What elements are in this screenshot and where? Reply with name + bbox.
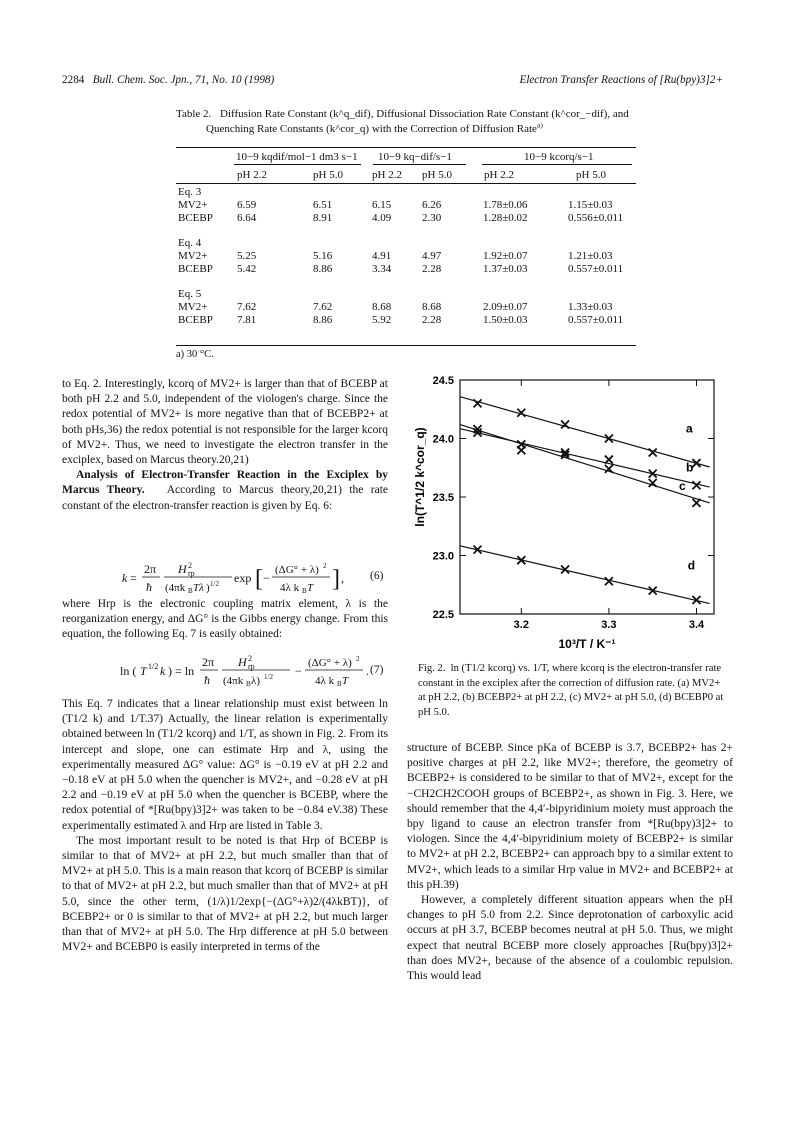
group-rule-1 — [234, 164, 361, 165]
group-rule-2 — [373, 164, 466, 165]
table-cell: 5.25 — [237, 250, 257, 262]
left-column — [62, 377, 388, 514]
table-cell: 5.16 — [313, 250, 333, 262]
svg-text:): ) — [206, 582, 210, 594]
ph-header: pH 2.2 — [237, 169, 267, 181]
equation-7-svg — [120, 651, 380, 695]
svg-text:ln (: ln ( — [120, 664, 137, 678]
y-tick-label: 24.5 — [432, 375, 454, 387]
table-group-label: Eq. 5 — [178, 288, 202, 301]
right-column — [407, 741, 733, 984]
row-label: MV2+ — [178, 301, 208, 314]
x-tick-label: 3.3 — [601, 619, 617, 631]
table-header-rule — [176, 183, 636, 184]
table-cell: 2.28 — [422, 314, 442, 326]
figure-2 — [408, 360, 730, 655]
y-tick-label: 24.0 — [432, 433, 454, 446]
svg-text:k: k — [122, 571, 128, 585]
svg-text:ħ: ħ — [146, 580, 152, 594]
svg-text:1/2: 1/2 — [210, 580, 219, 588]
equation-6-number: (6) — [370, 570, 384, 582]
table-row — [176, 250, 636, 263]
table-cell: 1.28±0.02 — [483, 211, 528, 224]
table-cell: 6.59 — [237, 198, 257, 211]
svg-text:2π: 2π — [144, 562, 157, 576]
data-point-a — [605, 435, 613, 443]
table-row — [176, 212, 636, 225]
paragraph: However, a completely different situation appears when the pH changes to pH 5.0 from 2.2. Since deprotonation of carboxylic acid occurs at pH 3.7, BCEBP becomes neutral at pH 5.0. Thus, we might expect that neutral BCEBP more closely approaches [Ru(bpy)3]2+ than does MV2+, because of the absence of a coulombic repulsion. This would lead — [407, 894, 733, 983]
equation-6-svg — [120, 558, 390, 602]
svg-text:T: T — [342, 675, 349, 687]
table-cell: 0.557±0.011 — [568, 314, 624, 326]
table-row — [176, 199, 636, 212]
table-cell: 8.86 — [313, 314, 333, 326]
equation-6 — [120, 558, 390, 598]
table-cell: 8.68 — [372, 301, 392, 314]
y-tick-label: 23.5 — [432, 492, 454, 504]
table-cell: 1.92±0.07 — [483, 250, 528, 262]
svg-text:(ΔG° + λ): (ΔG° + λ) — [308, 657, 352, 669]
table-cell: 1.78±0.06 — [483, 198, 528, 211]
table-cell: 2.28 — [422, 262, 442, 275]
fit-line-c — [460, 425, 710, 503]
table-group-label: Eq. 4 — [178, 237, 202, 250]
svg-text:(ΔG° + λ): (ΔG° + λ) — [275, 564, 319, 576]
series-label-b: b — [685, 460, 694, 475]
svg-text:H: H — [178, 562, 187, 576]
svg-text:1/2: 1/2 — [148, 662, 159, 671]
table-cell: 1.33±0.03 — [568, 301, 613, 314]
group-header-dif: 10−9 kqdif/mol−1 dm3 s−1 — [236, 151, 358, 163]
y-axis-label: ln(T^1/2 k^cor_q) — [413, 427, 427, 527]
table-footnote: a) 30 °C. — [176, 349, 214, 360]
section-heading: Analysis of Electron-Transfer Reaction in the Exciplex by Marcus Theory. — [62, 469, 388, 497]
left-column-cont — [62, 597, 388, 643]
paragraph: The most important result to be noted is that Hrp of BCEBP is similar to that of MV2+ at pH 2.2, but much smaller than that of MV2+ at pH 5.0. This is a main reason that kcorq of BCEBP is similar to that of MV2+ at pH 2.2, but much smaller than that of MV2+ at pH 5.0, since the other term, (1/λ)1/2exp{−(ΔG°+λ)2/(4λkBT)}, of BCEBP2+ or 0 is similar to that of MV2+ at pH 2.2, but much larger than that of MV2+ at pH 5.0. The Hrp difference at pH 5.0 between MV2+ and BCEBP0 is easily interpreted in terms of the — [62, 834, 388, 954]
data-point-a — [649, 449, 657, 457]
table-cell: 1.50±0.03 — [483, 314, 528, 326]
running-head-left — [62, 74, 274, 86]
row-label: BCEBP — [178, 314, 213, 326]
table-cell: 0.557±0.011 — [568, 262, 624, 275]
table-bottom-rule — [176, 345, 636, 346]
svg-text:T: T — [140, 664, 147, 678]
table-cell: 1.15±0.03 — [568, 198, 613, 211]
svg-text:B: B — [188, 587, 193, 595]
equation-7 — [120, 651, 380, 691]
svg-text:−: − — [295, 664, 302, 678]
svg-text:H: H — [238, 655, 247, 669]
ph-header: pH 2.2 — [484, 169, 514, 181]
ph-header: pH 2.2 — [372, 169, 402, 181]
data-point-c — [692, 499, 700, 507]
svg-text:exp: exp — [234, 571, 252, 585]
table-caption-line1: Diffusion Rate Constant (k^q_dif), Diffusional Dissociation Rate Constant (k^cor_−dif), and — [220, 108, 629, 120]
svg-text:) = ln: ) = ln — [168, 664, 195, 678]
data-point-a — [561, 420, 569, 428]
table-cell: 7.62 — [313, 301, 333, 314]
svg-text:.: . — [366, 664, 369, 678]
table-cell: 4.91 — [372, 250, 392, 262]
fit-line-b — [460, 429, 710, 487]
figure-2-chart — [408, 360, 730, 655]
svg-text:2π: 2π — [202, 655, 215, 669]
svg-text:(4πk: (4πk — [165, 582, 186, 594]
svg-text:(4πk: (4πk — [223, 675, 244, 687]
x-axis-label: 10³/T / K⁻¹ — [558, 637, 616, 651]
fit-line-a — [460, 397, 710, 467]
fit-line-d — [460, 546, 710, 604]
svg-text:,: , — [341, 571, 344, 585]
table-row — [176, 301, 636, 314]
data-point-c — [649, 479, 657, 487]
series-label-a: a — [685, 421, 693, 436]
paragraph: According to Marcus theory,20,21) the rate constant of the electron-transfer reaction is given by Eq. 6: — [62, 484, 388, 512]
table-cell: 1.21±0.03 — [568, 250, 613, 262]
svg-text:B: B — [302, 587, 307, 595]
running-title: Electron Transfer Reactions of [Ru(bpy)3]2+ — [519, 74, 723, 86]
x-tick-label: 3.4 — [688, 619, 705, 631]
table-cell: 0.556±0.011 — [568, 211, 624, 224]
svg-text:4λ k: 4λ k — [315, 675, 335, 687]
svg-text:2: 2 — [248, 654, 252, 663]
y-tick-label: 23.0 — [432, 550, 454, 563]
table-cell: 5.92 — [372, 314, 392, 326]
group-rule-3 — [482, 164, 632, 165]
ph-header: pH 5.0 — [576, 169, 606, 181]
series-label-c: c — [678, 478, 686, 493]
table-cell: 2.30 — [422, 211, 442, 224]
series-label-d: d — [687, 558, 696, 573]
svg-text:2: 2 — [323, 562, 327, 570]
paragraph: to Eq. 2. Interestingly, kcorq of MV2+ is larger than that of BCEBP at both pH 2.2 and 5.0, independent of the viologen's charge. Since the redox potential of MV2+ is more negative than that of BCEBP2+ at both pHs,36) the redox potential is not responsible for the larger kcorq of MV2+. Thus, we need to investigate the electron transfer in the exciplex, based on Marcus theory.20,21) — [62, 378, 388, 467]
svg-text:2: 2 — [356, 655, 360, 663]
svg-text:T: T — [307, 582, 314, 594]
svg-text:B: B — [246, 680, 251, 688]
table-label: Table 2. — [176, 108, 212, 120]
table-cell: 3.34 — [372, 262, 392, 275]
table-cell: 4.97 — [422, 250, 442, 262]
table-row — [176, 263, 636, 276]
x-tick-label: 3.2 — [513, 619, 529, 631]
table-cell: 8.68 — [422, 301, 442, 314]
figure-caption-text: ln (T1/2 kcorq) vs. 1/T, where kcorq is the electron-transfer rate constant in the exciplex after the correction of diffusion rate. (a) MV2+ at pH 2.2, (b) BCEBP2+ at pH 2.2, (c) MV2+ at pH 5.0, (d) BCEBP0 at pH 5.0. — [418, 663, 724, 718]
figure-2-caption — [418, 662, 726, 720]
svg-text:k: k — [160, 664, 166, 678]
table-caption-note-mark: a) — [536, 120, 543, 130]
svg-text:1/2: 1/2 — [264, 673, 273, 681]
table-cell: 6.15 — [372, 198, 392, 211]
row-label: MV2+ — [178, 250, 208, 262]
table2-caption — [176, 107, 636, 137]
ph-header: pH 5.0 — [422, 169, 452, 181]
table-top-rule — [176, 147, 636, 148]
row-label: BCEBP — [178, 262, 213, 275]
table-cell: 5.42 — [237, 262, 257, 275]
equation-7-number: (7) — [370, 664, 384, 676]
running-head-right — [519, 74, 723, 86]
data-point-b — [605, 456, 613, 464]
ph-header: pH 5.0 — [313, 169, 343, 181]
table-row — [176, 314, 636, 327]
figure-caption-label: Fig. 2. — [418, 663, 446, 674]
data-point-a — [474, 399, 482, 407]
data-point-b — [692, 481, 700, 489]
plot-frame — [460, 380, 714, 614]
row-label: MV2+ — [178, 198, 208, 211]
svg-text:−: − — [263, 571, 270, 585]
svg-text:B: B — [337, 680, 342, 688]
row-label: BCEBP — [178, 211, 213, 224]
page-number: 2284 — [62, 74, 85, 86]
svg-text:=: = — [130, 571, 137, 585]
table-cell: 1.37±0.03 — [483, 262, 528, 275]
svg-text:rp: rp — [188, 569, 195, 578]
journal-citation: Bull. Chem. Soc. Jpn., 71, No. 10 (1998) — [92, 74, 275, 86]
table-cell: 7.62 — [237, 301, 257, 314]
paragraph: where Hrp is the electronic coupling matrix element, λ is the reorganization energy, and ΔG° is the Gibbs energy change. From this equation, the following Eq. 7 is easily obtained: — [62, 598, 388, 641]
group-header-q: 10−9 kcorq/s−1 — [524, 151, 594, 163]
svg-text:4λ k: 4λ k — [280, 582, 300, 594]
table-cell: 6.26 — [422, 198, 442, 211]
paragraph: This Eq. 7 indicates that a linear relationship must exist between ln (T1/2 k) and 1/T.37) Actually, the linear relation is experimentally obtained between ln (T1/2 kcorq) and 1/T, as shown in Fig. 2. From its intercept and slope, one can estimate Hrp and λ, using the experimentally measured ΔG° value: ΔG° is −0.19 eV at pH 2.2 and −0.18 eV at pH 5.0 when the quencher is MV2+, and −0.28 eV at pH 2.2 and −0.19 eV at pH 5.0 when the quencher is BCEBP, where the redox potential of *[Ru(bpy)3]2+ was taken to be −0.84 eV.38) These experimentally estimated λ and Hrp are listed in Table 3. — [62, 698, 388, 832]
paragraph: structure of BCEBP. Since pKa of BCEBP is 3.7, BCEBP2+ has 2+ positive charges at pH 2.2, like MV2+; therefore, the geometry of BCEBP2+ is considered to be similar to that of MV2+, except for the −CH2CH2COOH groups of BCEBP2+, as shown in Fig. 3. Here, we should remember that the 4,4′-bipyridinium moiety must approach the bpy ligand to cause an electron transfer from *[Ru(bpy)3]2+ to viologen. Since the 4,4′-bipyridinium moiety of BCEBP2+ is similar to MV2+ at pH 2.2, BCEBP2+ can approach bpy to a similar extent to MV2+, which leads to a similar Hrp value in MV2+ and BCEBP2+ at this pH.39) — [407, 742, 733, 891]
table-cell: 4.09 — [372, 211, 392, 224]
svg-text:2: 2 — [188, 561, 192, 570]
svg-text:[: [ — [255, 566, 263, 592]
group-header-neg-dif: 10−9 kq−dif/s−1 — [378, 151, 452, 163]
table-caption-line2: Quenching Rate Constants (k^cor_q) with the Correction of Diffusion Rate — [206, 123, 537, 135]
table-cell: 6.64 — [237, 211, 257, 224]
table-cell: 8.86 — [313, 262, 333, 275]
table-cell: 8.91 — [313, 211, 333, 224]
svg-text:ħ: ħ — [204, 673, 210, 687]
table-group-label: Eq. 3 — [178, 186, 202, 198]
svg-text:rp: rp — [248, 662, 255, 671]
table-cell: 6.51 — [313, 198, 333, 211]
table-cell: 7.81 — [237, 314, 257, 326]
y-tick-label: 22.5 — [432, 609, 454, 621]
svg-text:Tλ: Tλ — [193, 582, 204, 594]
left-column-body — [62, 697, 388, 955]
svg-text:]: ] — [332, 566, 340, 592]
svg-text:λ): λ) — [251, 675, 260, 687]
table-cell: 2.09±0.07 — [483, 301, 528, 314]
